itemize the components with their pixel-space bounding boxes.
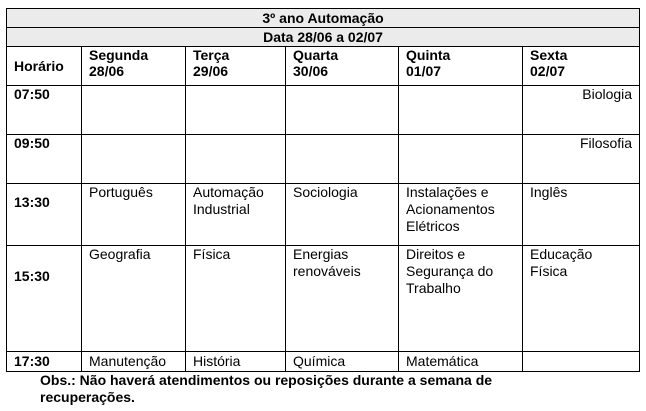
day-header-friday: Sexta 02/07 — [523, 47, 640, 86]
schedule-cell — [82, 135, 186, 184]
schedule-cell: Energias renováveis — [286, 246, 399, 352]
schedule-table — [6, 8, 640, 372]
schedule-cell: Direitos e Segurança do Trabalho — [399, 246, 523, 352]
day-header-tuesday: Terça 29/06 — [186, 47, 286, 86]
schedule-cell: Educação Física — [523, 246, 640, 352]
time-slot: 13:30 — [7, 184, 82, 246]
schedule-cell: Física — [186, 246, 286, 352]
schedule-cell: História — [186, 352, 286, 372]
schedule-cell: Instalações e Acionamentos Elétricos — [399, 184, 523, 246]
time-column-header: Horário — [7, 47, 82, 86]
schedule-cell: Sociologia — [286, 184, 399, 246]
observation-note: Obs.: Não haverá atendimentos ou reposições durante a semana de recuperações. — [40, 372, 493, 405]
table-row — [7, 184, 640, 246]
schedule-cell: Manutenção — [82, 352, 186, 372]
schedule-cell — [523, 352, 640, 372]
day-header-thursday: Quinta 01/07 — [399, 47, 523, 86]
table-row — [7, 86, 640, 135]
schedule-cell — [186, 86, 286, 135]
schedule-cell: Filosofia — [523, 135, 640, 184]
schedule-cell: Inglês — [523, 184, 640, 246]
table-row — [7, 246, 640, 352]
time-slot: 15:30 — [7, 246, 82, 352]
schedule-cell — [82, 86, 186, 135]
schedule-cell — [286, 86, 399, 135]
schedule-cell: Português — [82, 184, 186, 246]
schedule-title: 3º ano Automação — [7, 9, 640, 28]
schedule-cell: Matemática — [399, 352, 523, 372]
table-row — [7, 135, 640, 184]
schedule-cell: Biologia — [523, 86, 640, 135]
day-header-monday: Segunda 28/06 — [82, 47, 186, 86]
time-slot: 07:50 — [7, 86, 82, 135]
schedule-cell: Química — [286, 352, 399, 372]
schedule-cell: Geografia — [82, 246, 186, 352]
time-slot: 17:30 — [7, 352, 82, 372]
schedule-cell — [186, 135, 286, 184]
schedule-cell — [399, 135, 523, 184]
day-header-wednesday: Quarta 30/06 — [286, 47, 399, 86]
table-row — [7, 352, 640, 372]
schedule-cell: Automação Industrial — [186, 184, 286, 246]
schedule-cell — [399, 86, 523, 135]
date-range: Data 28/06 a 02/07 — [7, 28, 640, 47]
schedule-cell — [286, 135, 399, 184]
time-slot: 09:50 — [7, 135, 82, 184]
